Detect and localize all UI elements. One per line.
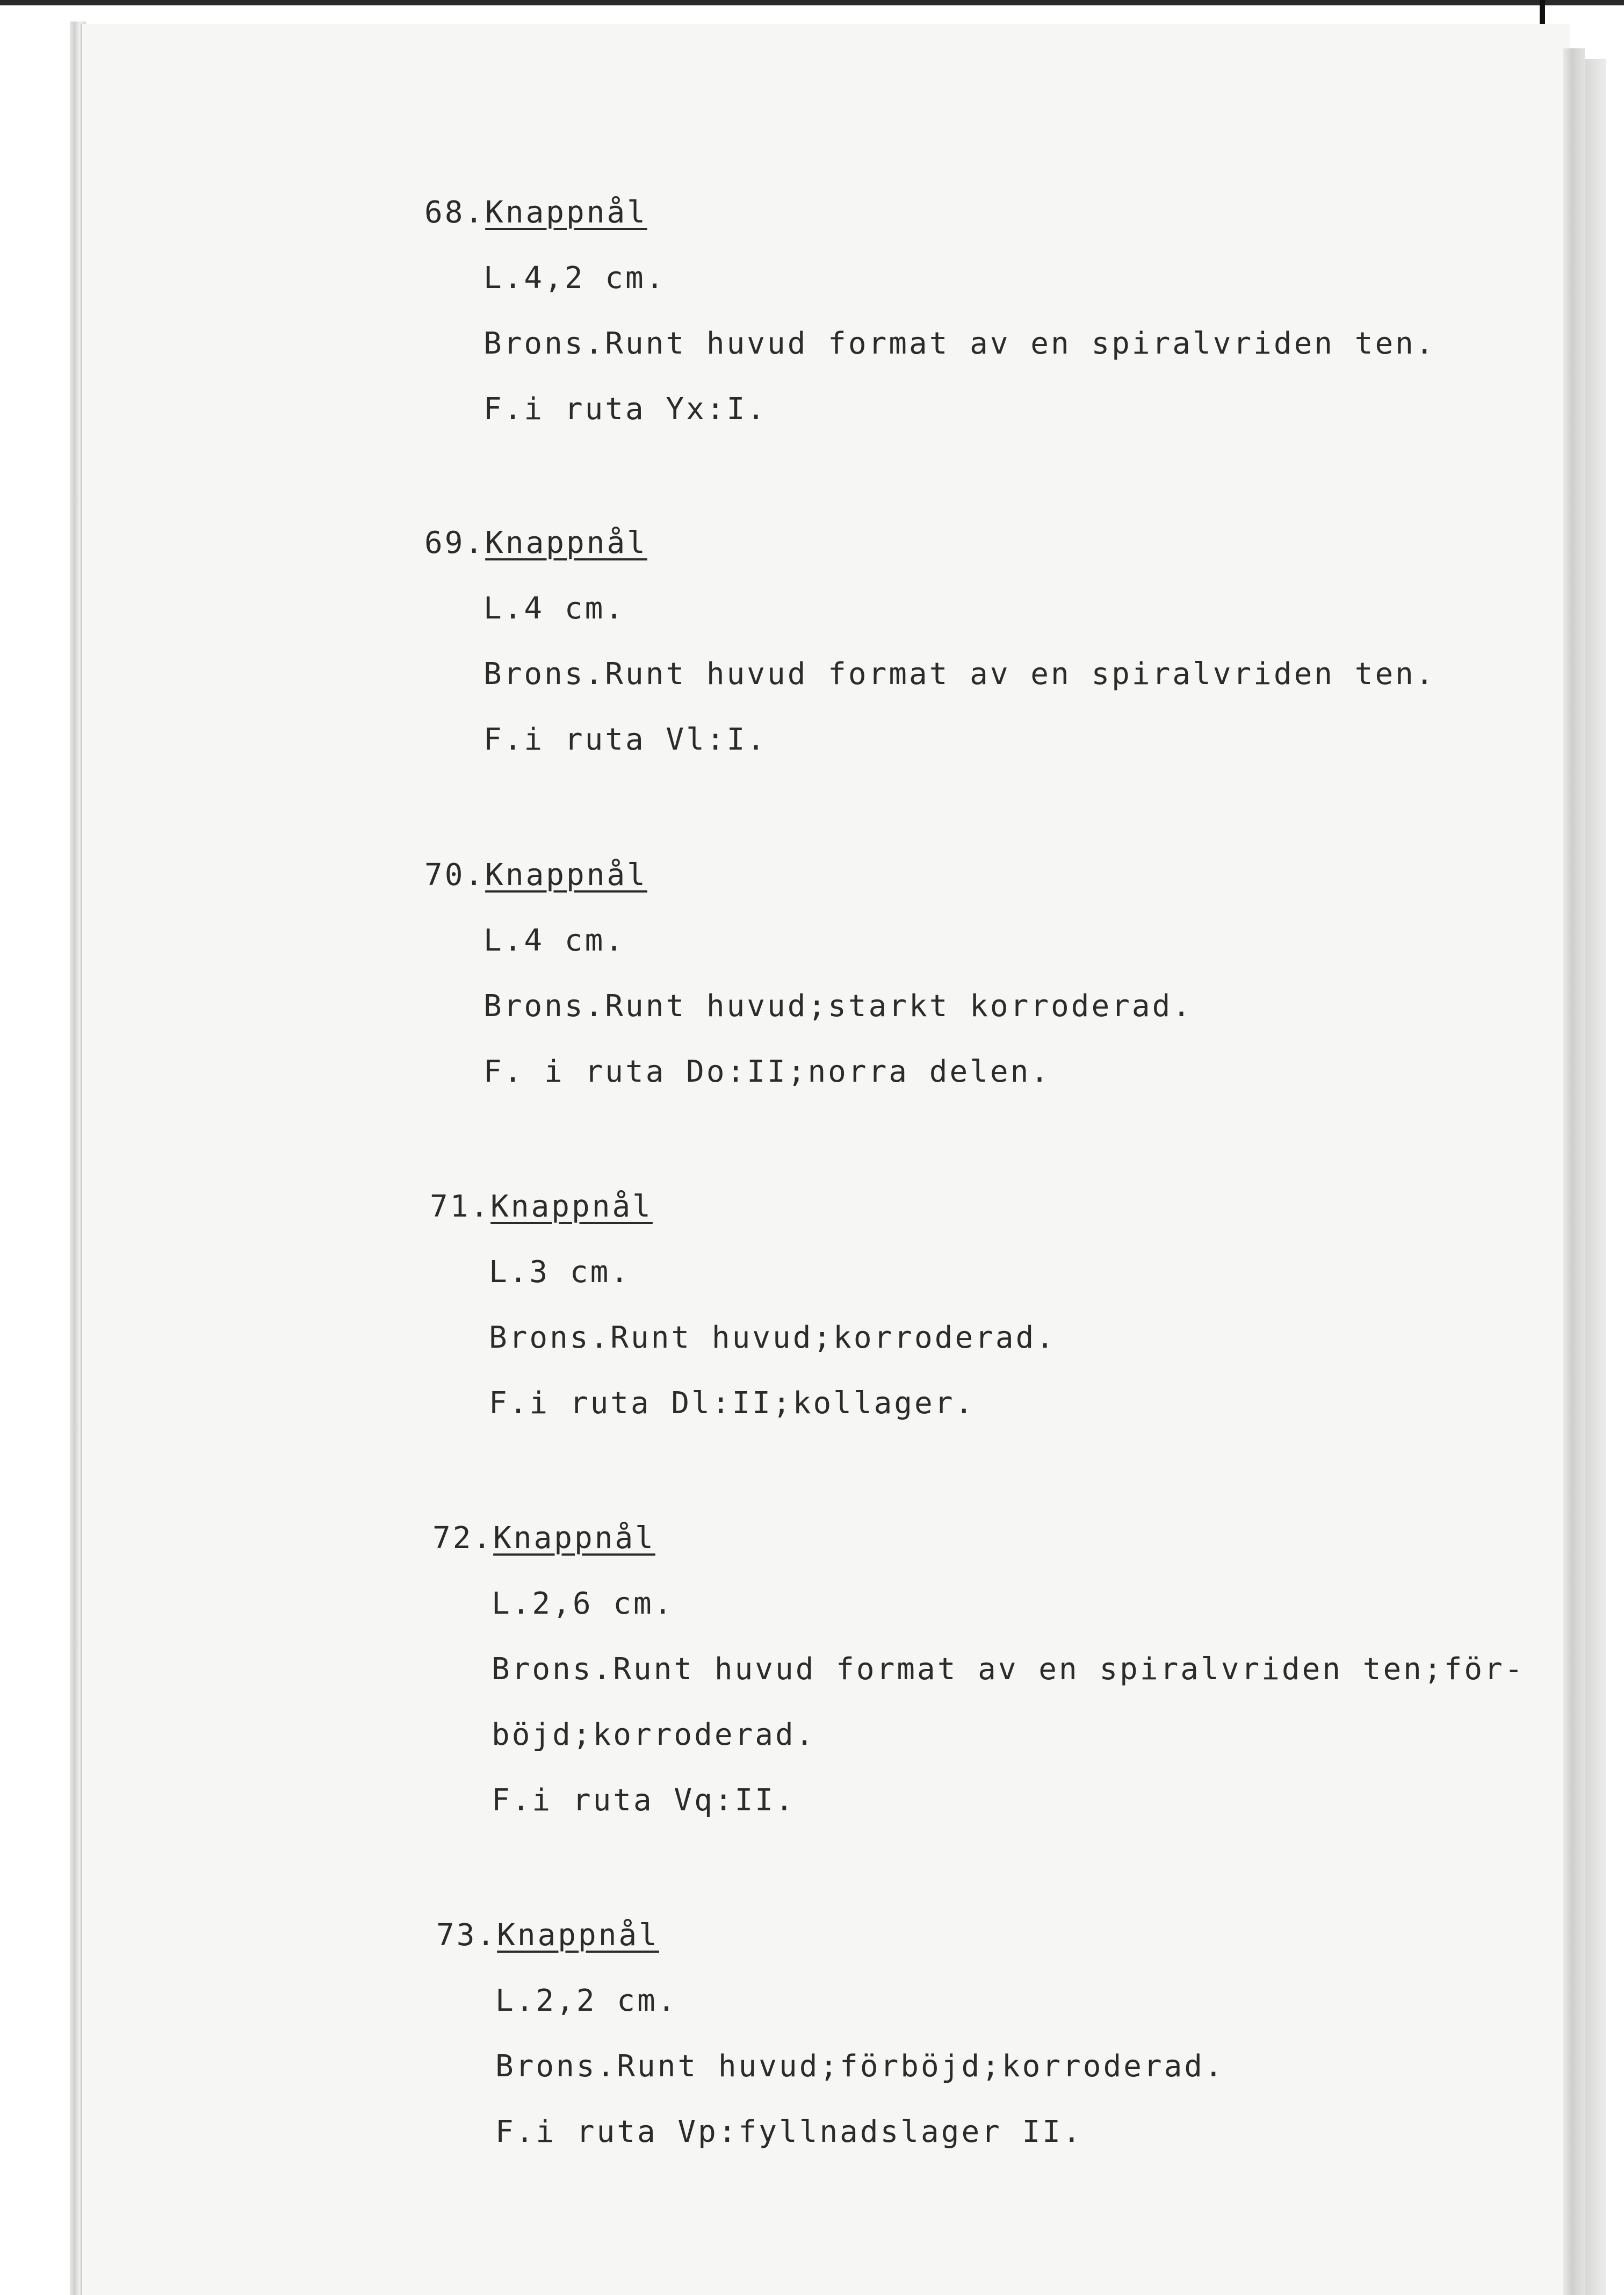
- entry-heading: [424, 180, 1553, 246]
- entry-title: Knappnål: [485, 526, 647, 560]
- entry-heading: [432, 1506, 1561, 1571]
- entry-find-location: F.i ruta Yx:I.: [483, 392, 768, 427]
- entry-find-location: F.i ruta Dl:II;kollager.: [489, 1386, 976, 1421]
- entry-title: Knappnål: [485, 858, 647, 893]
- entry-description: Brons.Runt huvud;korroderad.: [489, 1320, 1057, 1355]
- catalog-entry: [430, 1174, 1558, 1436]
- entry-heading: [424, 510, 1553, 576]
- entry-title: Knappnål: [485, 195, 647, 230]
- catalog-entry: [424, 843, 1553, 1105]
- entry-length: L.2,6 cm.: [492, 1586, 674, 1621]
- catalog-entry: [432, 1506, 1561, 1833]
- entry-number: 68.: [424, 195, 486, 230]
- entry-length: L.4 cm.: [483, 591, 626, 626]
- catalog-entry: [424, 510, 1553, 773]
- page-right-edge: [1563, 48, 1585, 2295]
- entry-number: 70.: [424, 858, 486, 893]
- entry-number: 72.: [432, 1521, 494, 1556]
- entry-description: Brons.Runt huvud;starkt korroderad.: [483, 989, 1193, 1024]
- catalog-entry: [436, 1903, 1564, 2165]
- entry-number: 71.: [430, 1189, 491, 1224]
- entry-length: L.2,2 cm.: [495, 1983, 678, 2018]
- entry-description-continued: böjd;korroderad.: [492, 1717, 816, 1752]
- entry-description: Brons.Runt huvud format av en spiralvriden ten;för-: [492, 1652, 1525, 1687]
- catalog-entry: [424, 180, 1553, 442]
- entry-length: L.4 cm.: [483, 923, 626, 958]
- entry-description: Brons.Runt huvud format av en spiralvriden ten.: [483, 657, 1436, 692]
- entry-length: L.4,2 cm.: [483, 261, 666, 296]
- entry-find-location: F.i ruta Vq:II.: [492, 1783, 796, 1818]
- entry-number: 73.: [436, 1918, 497, 1953]
- page-right-edge-shadow: [1585, 59, 1606, 2295]
- entry-number: 69.: [424, 526, 486, 560]
- entry-title: Knappnål: [493, 1521, 655, 1556]
- entry-length: L.3 cm.: [489, 1255, 631, 1290]
- entry-description: Brons.Runt huvud format av en spiralvriden ten.: [483, 326, 1436, 361]
- scan-top-border: [0, 0, 1624, 5]
- entry-title: Knappnål: [497, 1918, 659, 1953]
- entry-find-location: F.i ruta Vp:fyllnadslager II.: [495, 2114, 1083, 2149]
- entry-heading: [430, 1174, 1558, 1240]
- entry-description: Brons.Runt huvud;förböjd;korroderad.: [495, 2049, 1225, 2084]
- entry-heading: [424, 843, 1553, 908]
- entry-title: Knappnål: [490, 1189, 653, 1224]
- entry-find-location: F.i ruta Vl:I.: [483, 722, 768, 757]
- entry-find-location: F. i ruta Do:II;norra delen.: [483, 1054, 1051, 1089]
- entry-heading: [436, 1903, 1564, 1968]
